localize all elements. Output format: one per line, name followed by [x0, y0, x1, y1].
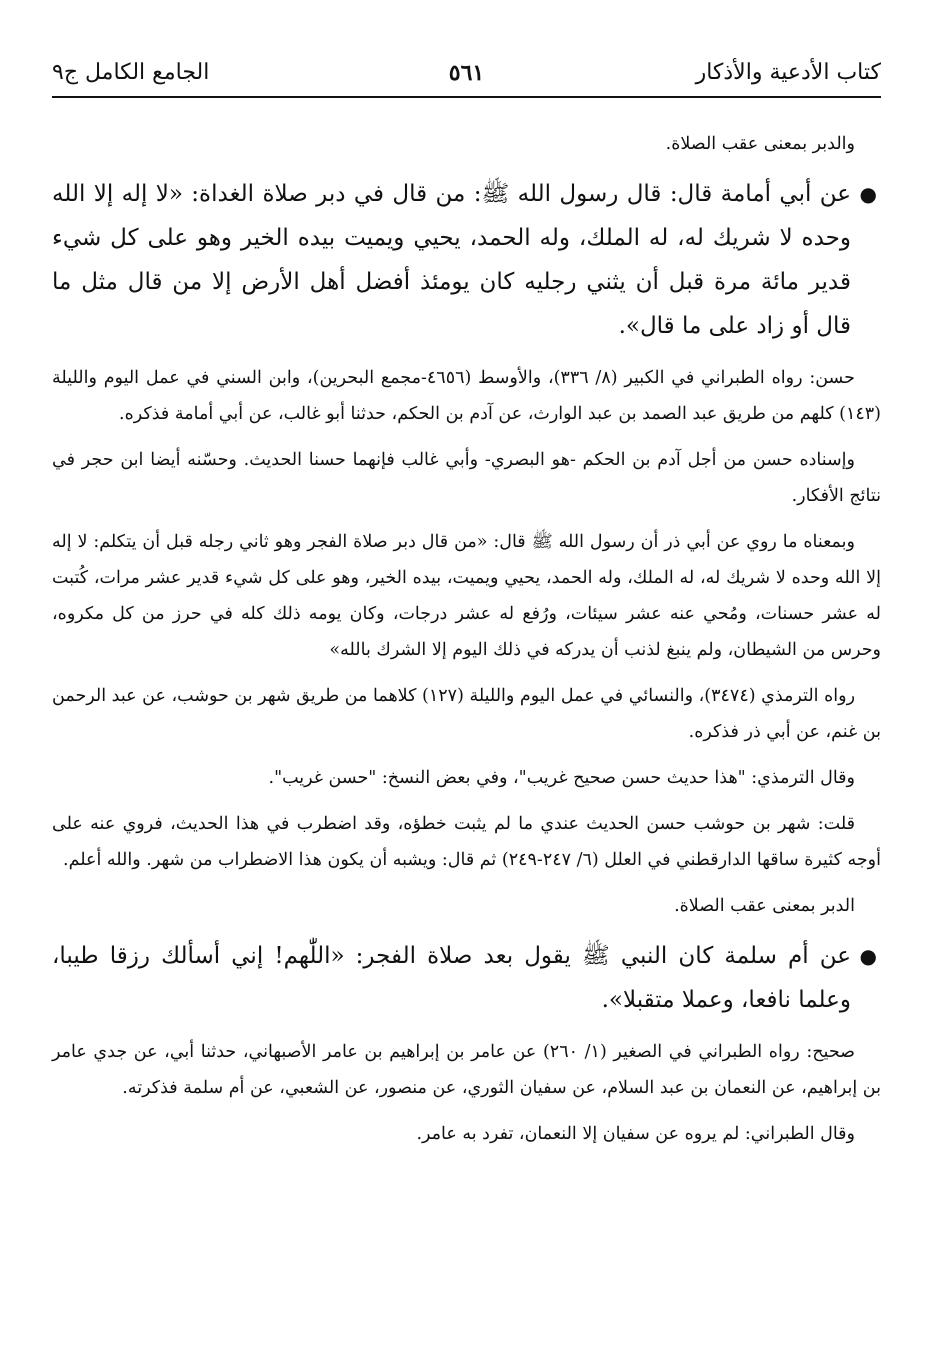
hadith-block [52, 172, 881, 348]
bullet-icon: ● [859, 944, 877, 968]
running-header [52, 56, 881, 92]
hadith-block [52, 934, 881, 1022]
grading-paragraph: وإسناده حسن من أجل آدم بن الحكم -هو البصري- وأبي غالب فإنهما حسنا الحديث. وحسّنه أيضا ابن حجر في نتائج الأفكار. [52, 450, 881, 506]
hadith-text: عن أم سلمة كان النبي ﷺ يقول بعد صلاة الفجر: «اللّٰهم! إني أسألك رزقا طيبا، وعلما نافعا، وعملا متقبلا». [52, 943, 851, 1013]
hadith-text: عن أبي أمامة قال: قال رسول الله ﷺ: من قال في دبر صلاة الغداة: «لا إله إلا الله وحده لا شريك له، له الملك، وله الحمد، يحيي ويميت بيده الخير وهو على كل شيء قدير مائة مرة قبل أن يثني رجليه كان يومئذ أفضل أهل الأرض إلا من قال مثل ما قال أو زاد على ما قال». [52, 181, 851, 339]
tabarani-comment: وقال الطبراني: لم يروه عن سفيان إلا النعمان، تفرد به عامر. [416, 1124, 855, 1144]
note-paragraph: والدبر بمعنى عقب الصلاة. [665, 134, 855, 154]
volume-label: الجامع الكامل ج٩ [52, 60, 210, 85]
author-comment: قلت: شهر بن حوشب حسن الحديث عندي ما لم يثبت خطؤه، وقد اضطرب في هذا الحديث، فروي عنه على أوجه كثيرة ساقها الدارقطني في العلل (٦/ ٢٤٧-٢٤٩) ثم قال: ويشبه أن يكون هذا الاضطراب من شهر. والله أعلم. [52, 814, 881, 870]
note-paragraph: الدبر بمعنى عقب الصلاة. [674, 896, 855, 916]
page-body [52, 126, 881, 1152]
header-rule [52, 96, 881, 98]
bullet-icon: ● [859, 182, 877, 206]
takhrij-paragraph: حسن: رواه الطبراني في الكبير (٨/ ٣٣٦)، والأوسط (٤٦٥٦-مجمع البحرين)، وابن السني في عمل اليوم والليلة (١٤٣) كلهم من طريق عبد الصمد بن عبد الوارث، عن آدم بن الحكم، حدثنا أبو غالب، عن أبي أمامة فذكره. [52, 368, 881, 424]
tirmidhi-grading: وقال الترمذي: "هذا حديث حسن صحيح غريب"، وفي بعض النسخ: "حسن غريب". [268, 768, 855, 788]
page-number: ٥٦١ [448, 60, 485, 86]
takhrij-paragraph: صحيح: رواه الطبراني في الصغير (١/ ٢٦٠) عن عامر بن إبراهيم بن عامر الأصبهاني، حدثنا أبي، عن جدي عامر بن إبراهيم، عن النعمان بن عبد السلام، عن سفيان الثوري، عن منصور، عن الشعبي، عن أم سلمة فذكرته. [52, 1042, 881, 1098]
related-narration: وبمعناه ما روي عن أبي ذر أن رسول الله ﷺ قال: «من قال دبر صلاة الفجر وهو ثاني رجله قبل أن يتكلم: لا إله إلا الله وحده لا شريك له، له الملك، وله الحمد، يحيي ويميت، بيده الخير، وهو على كل شيء قدير عشر مرات، كُتبت له عشر حسنات، ومُحي عنه عشر سيئات، ورُفع له عشر درجات، وكان يومه ذلك كله في حرز من كل مكروه، وحرس من الشيطان، ولم ينبغ لذنب أن يدركه في ذلك اليوم إلا الشرك بالله» [52, 532, 881, 660]
book-title: كتاب الأدعية والأذكار [695, 60, 881, 85]
takhrij-paragraph: رواه الترمذي (٣٤٧٤)، والنسائي في عمل اليوم والليلة (١٢٧) كلاهما من طريق شهر بن حوشب، عن عبد الرحمن بن غنم، عن أبي ذر فذكره. [52, 686, 881, 742]
